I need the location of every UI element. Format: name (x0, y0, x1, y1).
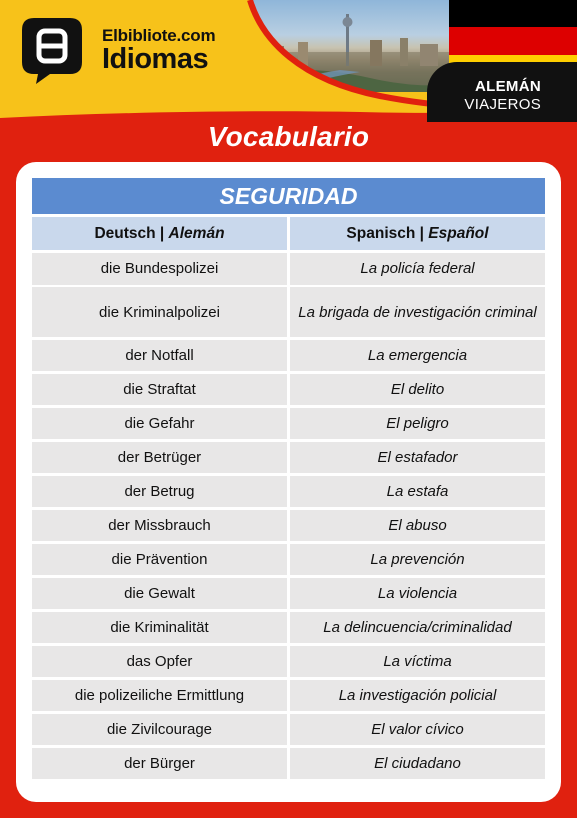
spanish-term: El delito (290, 374, 545, 406)
header-spanish: Spanisch | Español (290, 217, 545, 250)
page-title: Vocabulario (207, 121, 370, 152)
table-body (32, 253, 545, 782)
german-term: das Opfer (32, 646, 287, 678)
german-term: die Zivilcourage (32, 714, 287, 746)
table-row (32, 612, 545, 644)
spanish-term: La estafa (290, 476, 545, 508)
german-term: die Gefahr (32, 408, 287, 440)
table-row (32, 714, 545, 746)
spanish-term: La emergencia (290, 340, 545, 372)
german-term: die Kriminalpolizei (32, 287, 287, 337)
spanish-term: La policía federal (290, 253, 545, 285)
german-term: die polizeiliche Ermittlung (32, 680, 287, 712)
table-row (32, 408, 545, 440)
table-row (32, 646, 545, 678)
spanish-term: La brigada de investigación criminal (290, 287, 545, 337)
german-term: der Betrüger (32, 442, 287, 474)
spanish-term: La investigación policial (290, 680, 545, 712)
audience-label: VIAJEROS (464, 96, 541, 113)
german-term: die Kriminalität (32, 612, 287, 644)
brand-logo (102, 26, 216, 75)
table-row (32, 374, 545, 406)
german-term: der Notfall (32, 340, 287, 372)
spanish-term: El ciudadano (290, 748, 545, 780)
table-row (32, 287, 545, 337)
spanish-term: La delincuencia/criminalidad (290, 612, 545, 644)
brand-logo-icon (22, 18, 82, 78)
german-term: der Betrug (32, 476, 287, 508)
table-row (32, 578, 545, 610)
spanish-term: El valor cívico (290, 714, 545, 746)
german-term: die Bundespolizei (32, 253, 287, 285)
spanish-term: El estafador (290, 442, 545, 474)
language-label: ALEMÁN (475, 78, 541, 95)
german-term: die Prävention (32, 544, 287, 576)
header (0, 0, 577, 125)
german-term: die Straftat (32, 374, 287, 406)
header-german: Deutsch | Alemán (32, 217, 287, 250)
table-row (32, 476, 545, 508)
german-term: der Missbrauch (32, 510, 287, 542)
table-row (32, 442, 545, 474)
spanish-term: El abuso (290, 510, 545, 542)
spanish-term: La violencia (290, 578, 545, 610)
brand-product: Idiomas (102, 43, 209, 75)
spanish-term: El peligro (290, 408, 545, 440)
german-term: der Bürger (32, 748, 287, 780)
table-row (32, 510, 545, 542)
spanish-term: La prevención (290, 544, 545, 576)
topic-banner: SEGURIDAD (32, 178, 545, 214)
table-row (32, 340, 545, 372)
spanish-term: La víctima (290, 646, 545, 678)
table-row (32, 544, 545, 576)
table-header (32, 217, 545, 250)
table-row (32, 680, 545, 712)
brand-site: Elbibliote.com (102, 26, 216, 45)
table-row (32, 748, 545, 780)
german-term: die Gewalt (32, 578, 287, 610)
table-row (32, 253, 545, 285)
